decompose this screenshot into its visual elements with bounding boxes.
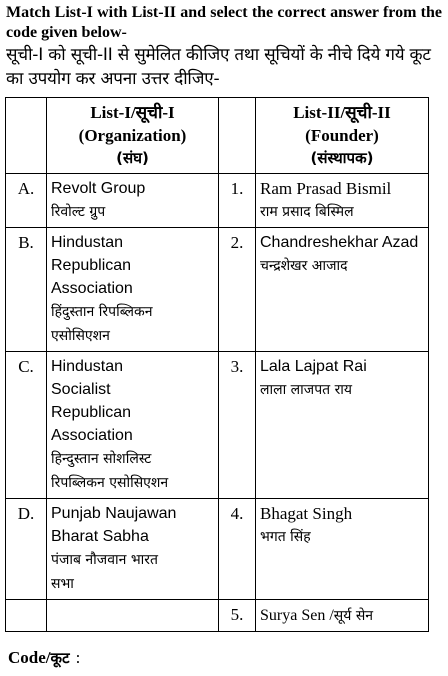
founder-number: 4.	[219, 499, 256, 600]
header-empty-cell	[6, 98, 47, 174]
list2-subtitle-hindi: (संस्थापक)	[310, 149, 374, 167]
table-row	[6, 174, 429, 228]
founder-name-hindi: राम प्रसाद बिस्मिल	[260, 204, 354, 220]
list1-header	[47, 98, 219, 174]
organization-name-hindi: सभा	[51, 576, 74, 592]
organization-name: Hindustan	[51, 358, 124, 375]
row-label	[6, 600, 47, 632]
organization-name-hindi: एसोसिएशन	[51, 328, 110, 344]
organization-name: Association	[51, 427, 133, 444]
code-colon: :	[75, 648, 81, 667]
founder-name: Ram Prasad Bismil	[260, 179, 392, 198]
organization-cell	[47, 228, 219, 352]
founder-name-line: Surya Sen /सूर्य सेन	[260, 607, 374, 624]
founder-name-hindi: लाला लाजपत राय	[260, 382, 353, 398]
header-empty-cell	[219, 98, 256, 174]
organization-name: Republican	[51, 257, 132, 274]
list2-header	[256, 98, 429, 174]
founder-cell	[256, 228, 429, 352]
founder-name: Chandreshekhar Azad	[260, 234, 419, 251]
organization-name: Punjab Naujawan	[51, 505, 177, 522]
list1-title: List-I/सूची-I	[90, 103, 175, 122]
question-hindi: सूची-I को सूची-II से सुमेलित कीजिए तथा सूचियों के नीचे दिये गये कूट का उपयोग कर अपना उत्तर दीजिए-	[6, 45, 431, 89]
organization-name-hindi: हिन्दुस्तान सोशलिस्ट	[51, 451, 152, 467]
founder-name-hindi: सूर्य सेन	[333, 608, 374, 624]
organization-name: Republican	[51, 404, 132, 421]
table-row	[6, 228, 429, 352]
list2-subtitle: (Founder)	[305, 126, 379, 145]
table-row	[6, 352, 429, 499]
founder-number: 1.	[219, 174, 256, 228]
organization-name: Bharat Sabha	[51, 528, 149, 545]
organization-name-hindi: रिपब्लिकन एसोसिएशन	[51, 475, 169, 491]
question-english: Match List-I with List-II and select the correct answer from the code given below-	[6, 4, 442, 41]
code-label-english: Code/	[8, 648, 51, 667]
founder-name-hindi: चन्द्रशेखर आजाद	[260, 258, 348, 274]
organization-name: Socialist	[51, 381, 111, 398]
founder-number: 5.	[219, 600, 256, 632]
code-label	[8, 648, 80, 668]
founder-name: Surya Sen	[260, 607, 326, 624]
organization-cell	[47, 174, 219, 228]
founder-cell	[256, 499, 429, 600]
founder-number: 3.	[219, 352, 256, 499]
organization-name-hindi: पंजाब नौजवान भारत	[51, 552, 158, 568]
row-label: C.	[6, 352, 47, 499]
founder-cell	[256, 352, 429, 499]
table-row	[6, 499, 429, 600]
founder-name: Lala Lajpat Rai	[260, 358, 367, 375]
list1-subtitle-hindi: (संघ)	[116, 149, 149, 167]
organization-cell	[47, 352, 219, 499]
founder-number: 2.	[219, 228, 256, 352]
founder-cell	[256, 600, 429, 632]
match-table	[5, 97, 429, 632]
organization-cell	[47, 600, 219, 632]
row-label: A.	[6, 174, 47, 228]
row-label: B.	[6, 228, 47, 352]
code-label-hindi: कूट	[50, 649, 70, 667]
table-row	[6, 600, 429, 632]
organization-name: Revolt Group	[51, 180, 146, 197]
organization-name-hindi: हिंदुस्तान रिपब्लिकन	[51, 304, 153, 320]
organization-name-hindi: रिवोल्ट ग्रुप	[51, 204, 106, 220]
organization-cell	[47, 499, 219, 600]
table-header-row	[6, 98, 429, 174]
question-text	[6, 3, 442, 91]
founder-name: Bhagat Singh	[260, 504, 353, 523]
founder-cell	[256, 174, 429, 228]
list2-title: List-II/सूची-II	[293, 103, 391, 122]
founder-name-hindi: भगत सिंह	[260, 529, 311, 545]
row-label: D.	[6, 499, 47, 600]
list1-subtitle: (Organization)	[78, 126, 187, 145]
organization-name: Hindustan	[51, 234, 124, 251]
organization-name: Association	[51, 280, 133, 297]
